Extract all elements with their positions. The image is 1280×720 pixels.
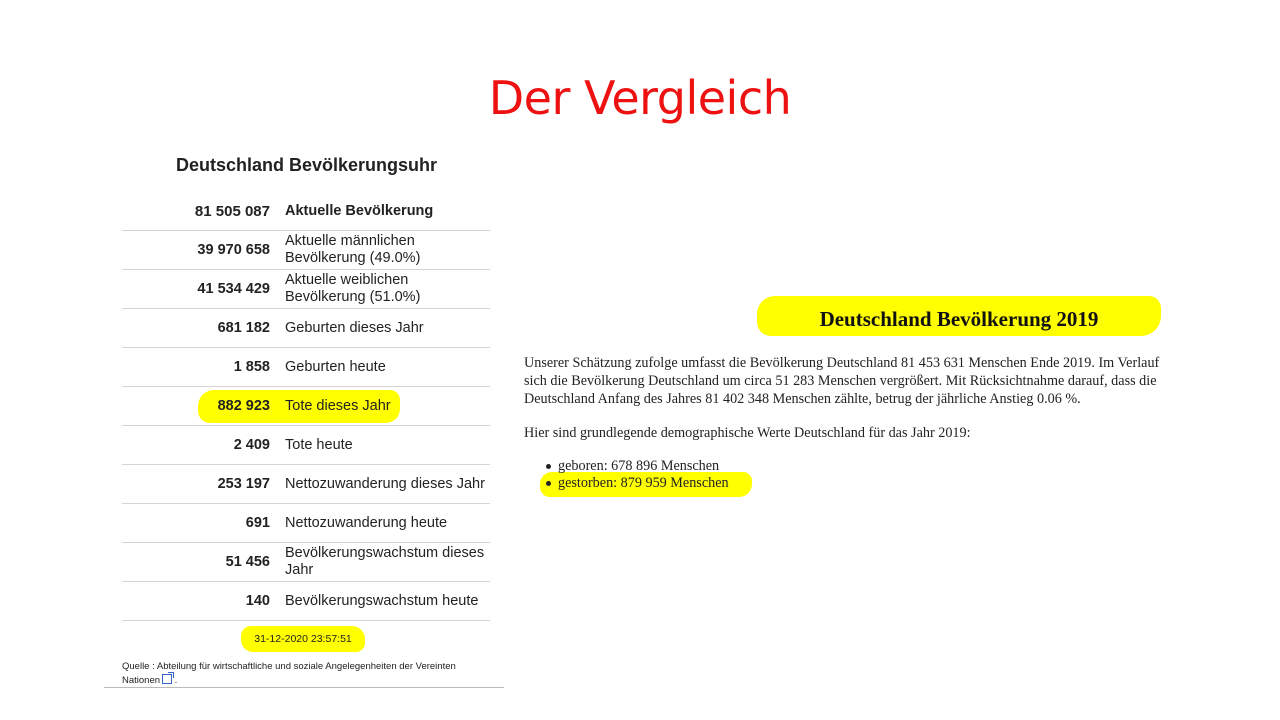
clock-label: Bevölkerungswachstum dieses Jahr [285, 545, 485, 578]
paragraph-line: sich die Bevölkerung Deutschland um circa 51 283 Menschen vergrößert. Mit Rücksichtnahme darauf, dass die [524, 373, 1157, 389]
bottom-divider [104, 687, 504, 688]
clock-row-current-population [122, 192, 490, 231]
clock-value: 2 409 [233, 437, 270, 453]
clock-label: Aktuelle Bevölkerung [285, 202, 434, 219]
clock-row-growth-year [122, 543, 490, 582]
clock-label: Tote dieses Jahr [285, 397, 391, 414]
population-clock-table [122, 192, 490, 621]
population-clock-panel [104, 150, 504, 690]
clock-label: Nettozuwanderung heute [285, 514, 448, 531]
clock-value: 1 858 [233, 359, 270, 375]
source-suffix: . [174, 675, 178, 686]
population-paragraph [524, 354, 1234, 408]
clock-label: Bevölkerungswachstum heute [285, 592, 479, 609]
clock-label: Geburten heute [285, 358, 386, 375]
clock-row-deaths-year [122, 387, 490, 426]
clock-row-net-migration-today [122, 504, 490, 543]
clock-row-deaths-today [122, 426, 490, 465]
population-title: Deutschland Bevölkerung 2019 [819, 306, 1099, 331]
list-item [546, 458, 729, 475]
clock-row-net-migration-year [122, 465, 490, 504]
clock-value: 253 197 [217, 476, 270, 492]
clock-value: 81 505 087 [194, 202, 270, 220]
population-stats-list [546, 458, 729, 492]
clock-row-growth-today [122, 582, 490, 621]
clock-label: Aktuelle weiblichen Bevölkerung (51.0%) [285, 272, 421, 305]
clock-value: 39 970 658 [197, 242, 270, 258]
clock-label: Aktuelle männlichen Bevölkerung (49.0%) [285, 233, 421, 266]
external-link-icon[interactable] [162, 674, 172, 684]
population-intro: Hier sind grundlegende demographische Werte Deutschland für das Jahr 2019: [524, 425, 971, 441]
clock-label: Tote heute [285, 436, 353, 453]
clock-value: 882 923 [217, 398, 270, 414]
list-item-text: geboren: 678 896 Menschen [558, 458, 720, 474]
clock-timestamp: 31-12-2020 23:57:51 [254, 633, 352, 645]
paragraph-line: Unserer Schätzung zufolge umfasst die Bevölkerung Deutschland 81 453 631 Menschen Ende 2019. Im Verlauf [524, 355, 1160, 371]
timestamp-container [244, 628, 362, 650]
clock-label: Nettozuwanderung dieses Jahr [285, 475, 485, 492]
clock-row-births-today [122, 348, 490, 387]
source-text: Quelle : Abteilung für wirtschaftliche und soziale Angelegenheiten der Vereinten Nationen [122, 661, 456, 686]
bullet-icon [546, 464, 551, 469]
list-item-text: gestorben: 879 959 Menschen [558, 475, 729, 491]
slide-title: Der Vergleich [488, 71, 792, 125]
paragraph-line: Deutschland Anfang des Jahres 81 402 348 Menschen zählte, betrug der jährliche Anstieg 0.06 %. [524, 391, 1081, 407]
clock-row-births-year [122, 309, 490, 348]
clock-source [122, 660, 482, 687]
clock-value: 51 456 [225, 554, 270, 570]
clock-value: 41 534 429 [197, 281, 270, 297]
list-item [546, 475, 729, 492]
bullet-icon [546, 481, 551, 486]
clock-value: 681 182 [217, 320, 270, 336]
clock-value: 691 [245, 515, 270, 531]
population-title-container [757, 296, 1161, 342]
population-clock-title: Deutschland Bevölkerungsuhr [176, 155, 438, 175]
clock-row-male-population [122, 231, 490, 270]
clock-row-female-population [122, 270, 490, 309]
clock-value: 140 [245, 593, 270, 609]
clock-label: Geburten dieses Jahr [285, 319, 424, 336]
